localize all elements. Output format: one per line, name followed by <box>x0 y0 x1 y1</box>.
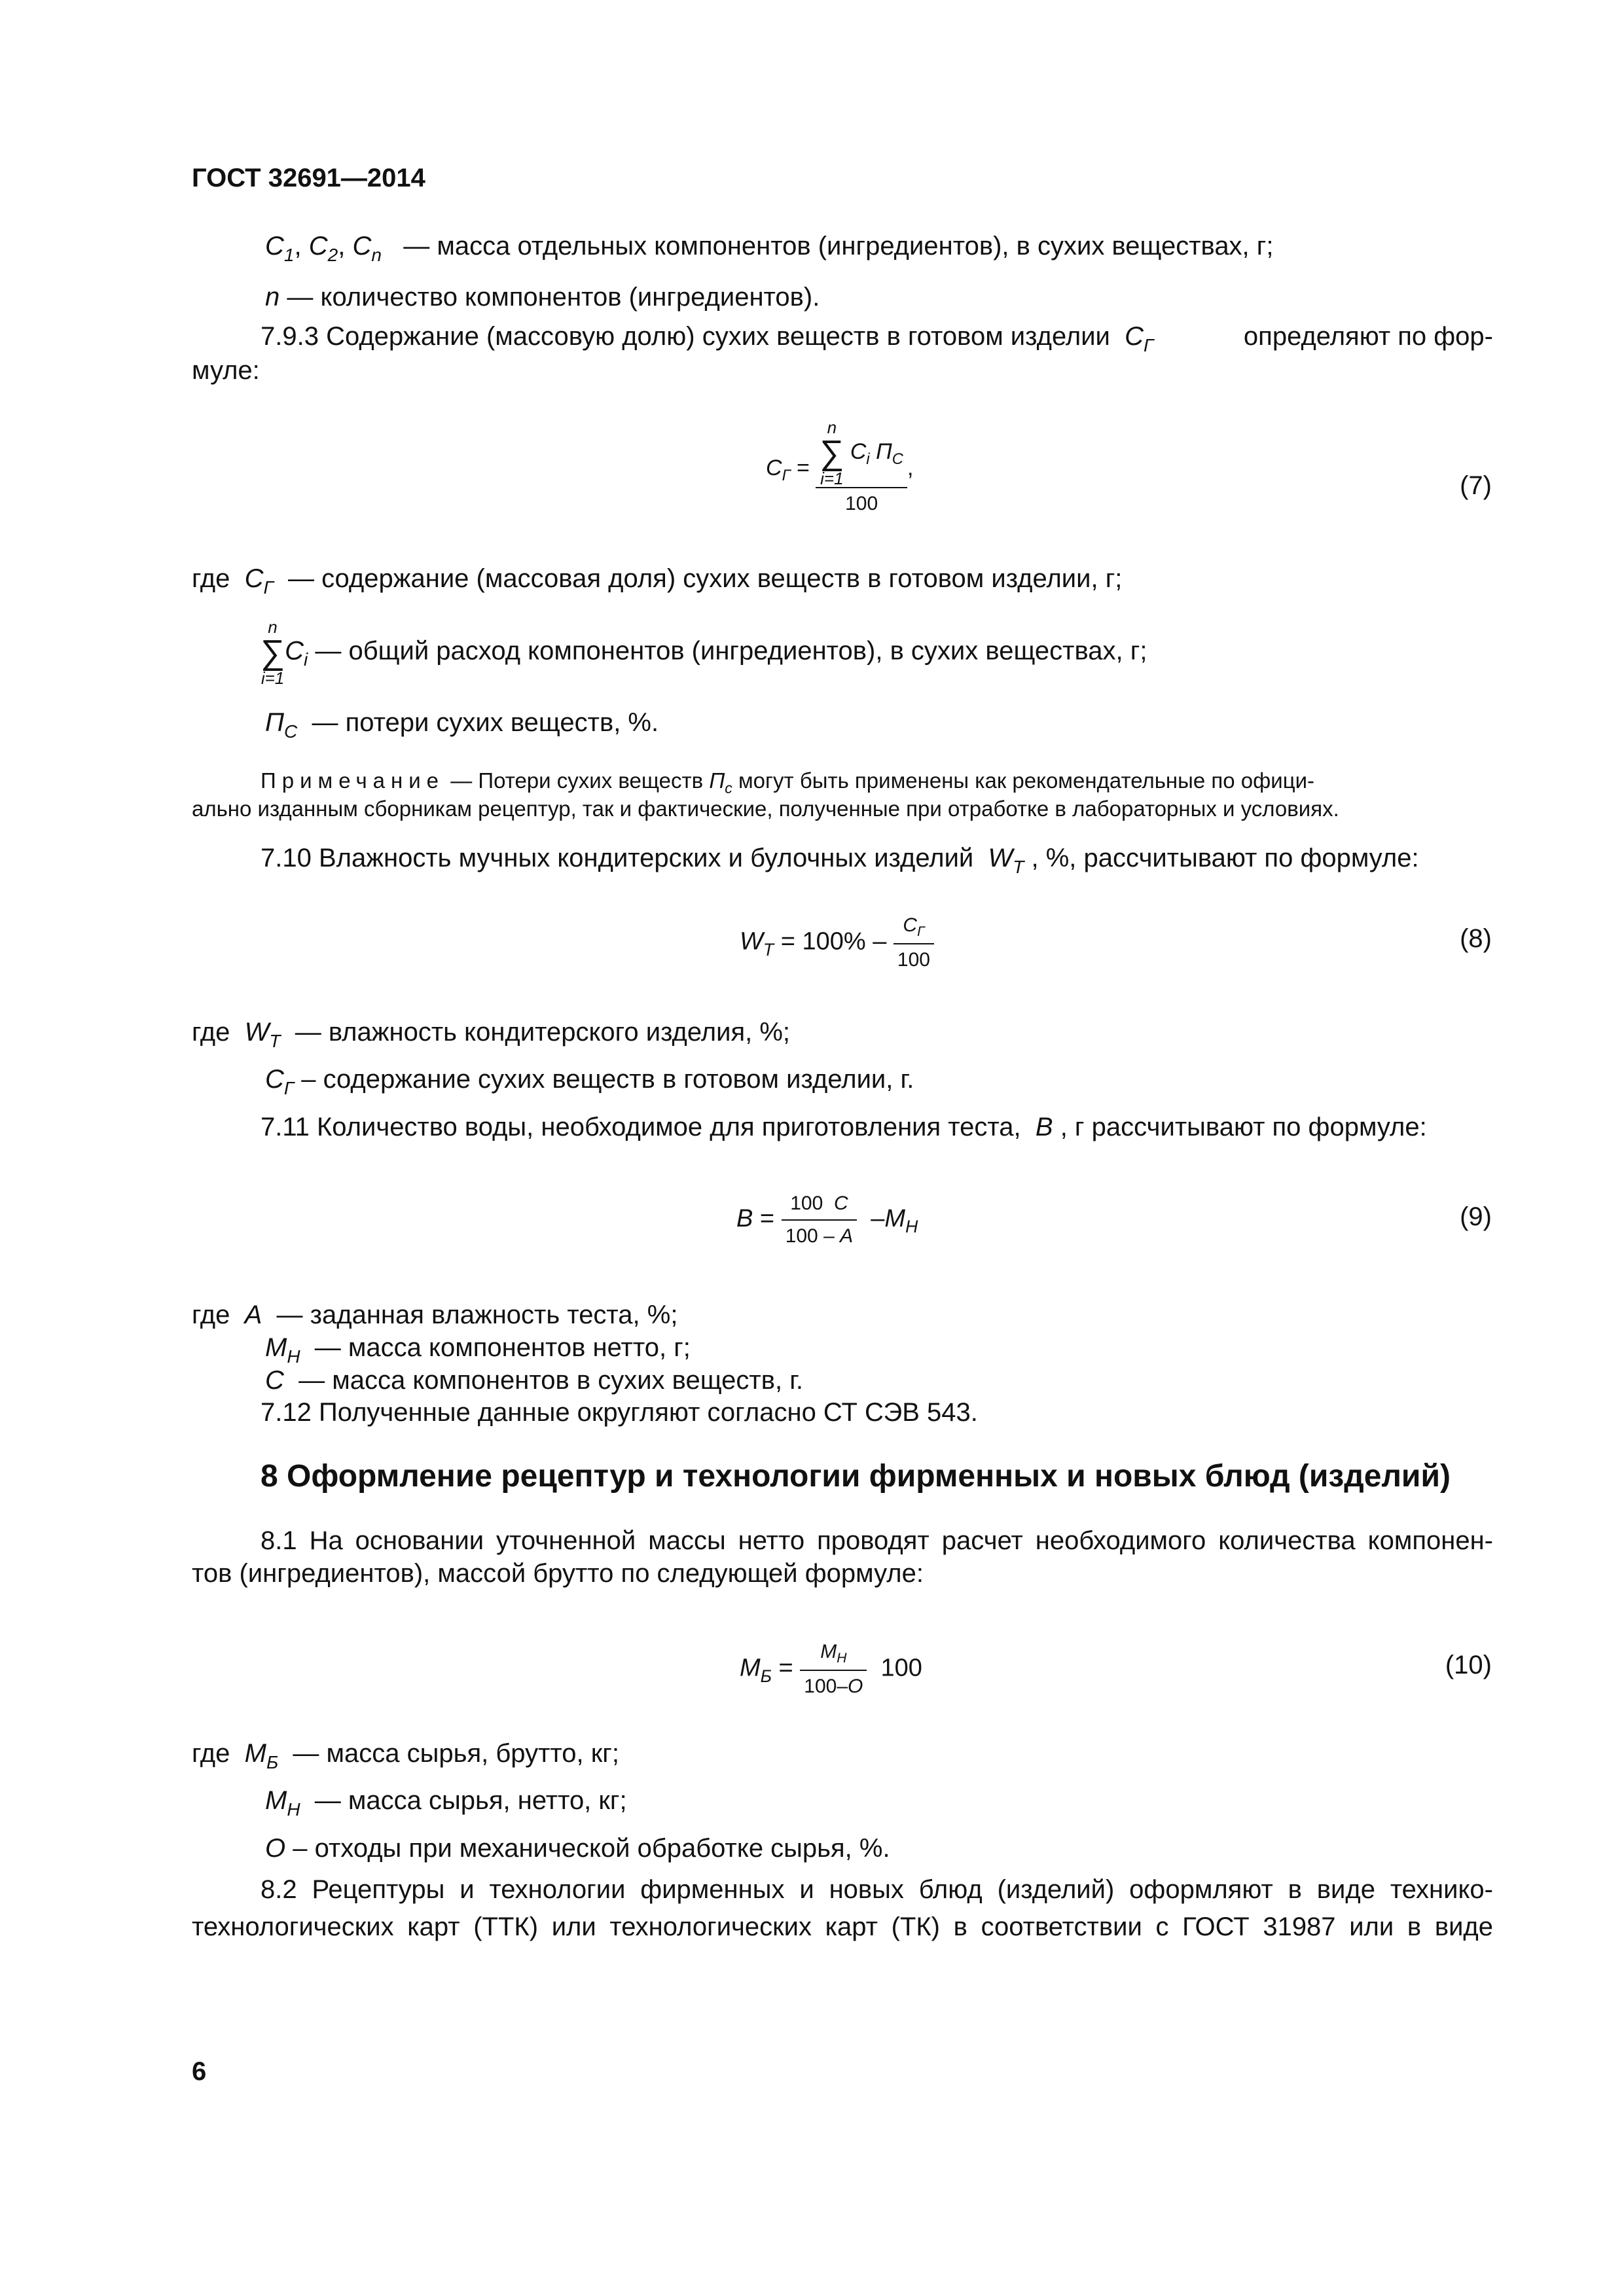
equation-number-8: (8) <box>1460 924 1492 953</box>
where-wt: где $W_T$ — влажность кондитерского изделия, %; <box>192 1018 791 1051</box>
where-cg: где $C_Г$ — содержание (массовая доля) сухих веществ в готовом изделии, г; <box>192 564 1123 598</box>
formula-9: B = $\frac{100 C}{100 - A}$ $-M_Н$ <box>736 1188 918 1252</box>
formula-8: $W_T = 100\%$ – $\frac{C_Г}{100}$ <box>740 910 934 976</box>
definition-c-components: $C_1$, $C_2$, $C_n$ — масса отдельных компонентов (ингредиентов), в сухих веществах, г; <box>265 232 1274 265</box>
paragraph-7-11: 7.11 Количество воды, необходимое для приготовления теста, B , г рассчитывают по формуле: <box>261 1113 1427 1141</box>
where-c: C — масса компонентов в сухих веществ, г. <box>265 1366 804 1395</box>
sum-icon: ∑ <box>261 634 285 672</box>
equation-number-7: (7) <box>1460 471 1492 500</box>
formula-7: $C_Г$ = n ∑ i=1 $C_i$ $П_С$ 100 , <box>766 418 914 514</box>
equation-number-9: (9) <box>1460 1202 1492 1231</box>
where-pc: $П_С$ — потери сухих веществ, %. <box>265 708 659 742</box>
paragraph-8-2-continued: технологических карт (ТТК) или технологических карт (ТК) в соответствии с ГОСТ 31987 или в виде <box>192 1912 1493 1941</box>
note-continued: ально изданным сборникам рецептур, так и фактические, полученные при отработке в лабораторных и условиях. <box>192 797 1339 821</box>
where-sum-ci: n ∑ i=1 $C_i$ — общий расход компонентов (ингредиентов), в сухих веществах, г; <box>261 617 1147 688</box>
paragraph-8-2: 8.2 Рецептуры и технологии фирменных и новых блюд (изделий) оформляют в виде технико- <box>261 1875 1493 1904</box>
formula-10: $M_Б$ = $\frac{M_Н}{100-О}$ 100 <box>740 1636 922 1702</box>
where-cg-2: $C_Г$ – содержание сухих веществ в готовом изделии, г. <box>265 1065 914 1098</box>
paragraph-7-12: 7.12 Полученные данные округляют согласно СТ СЭВ 543. <box>261 1398 978 1427</box>
paragraph-7-9-3: 7.9.3 Содержание (массовую долю) сухих веществ в готовом изделии $C_Г$ определяют по фор- <box>261 322 1493 355</box>
note: Примечание — Потери сухих веществ $П_с$ могут быть применены как рекомендательные по офици- <box>261 768 1315 797</box>
where-o: О – отходы при механической обработке сырья, %. <box>265 1834 890 1863</box>
document-header: ГОСТ 32691—2014 <box>192 164 425 192</box>
paragraph-8-1: 8.1 На основании уточненной массы нетто проводят расчет необходимого количества компонен- <box>261 1526 1493 1555</box>
sum-icon: ∑ <box>820 434 844 472</box>
where-mb: где $M_Б$ — масса сырья, брутто, кг; <box>192 1739 619 1772</box>
page-number: 6 <box>192 2057 207 2086</box>
where-mh: $M_Н$ — масса компонентов нетто, г; <box>265 1333 691 1367</box>
equation-number-10: (10) <box>1445 1651 1492 1679</box>
paragraph-8-1-end: тов (ингредиентов), массой брутто по следующей формуле: <box>192 1559 924 1588</box>
definition-n-count: n — количество компонентов (ингредиентов). <box>265 283 820 312</box>
paragraph-7-10: 7.10 Влажность мучных кондитерских и булочных изделий $W_T$ , %, рассчитывают по формуле: <box>261 844 1419 877</box>
where-a: где A — заданная влажность теста, %; <box>192 1300 678 1329</box>
where-mh-2: $M_Н$ — масса сырья, нетто, кг; <box>265 1786 627 1820</box>
paragraph-7-9-3-end: муле: <box>192 356 260 385</box>
section-8-heading: 8 Оформление рецептур и технологии фирменных и новых блюд (изделий) <box>261 1459 1451 1494</box>
